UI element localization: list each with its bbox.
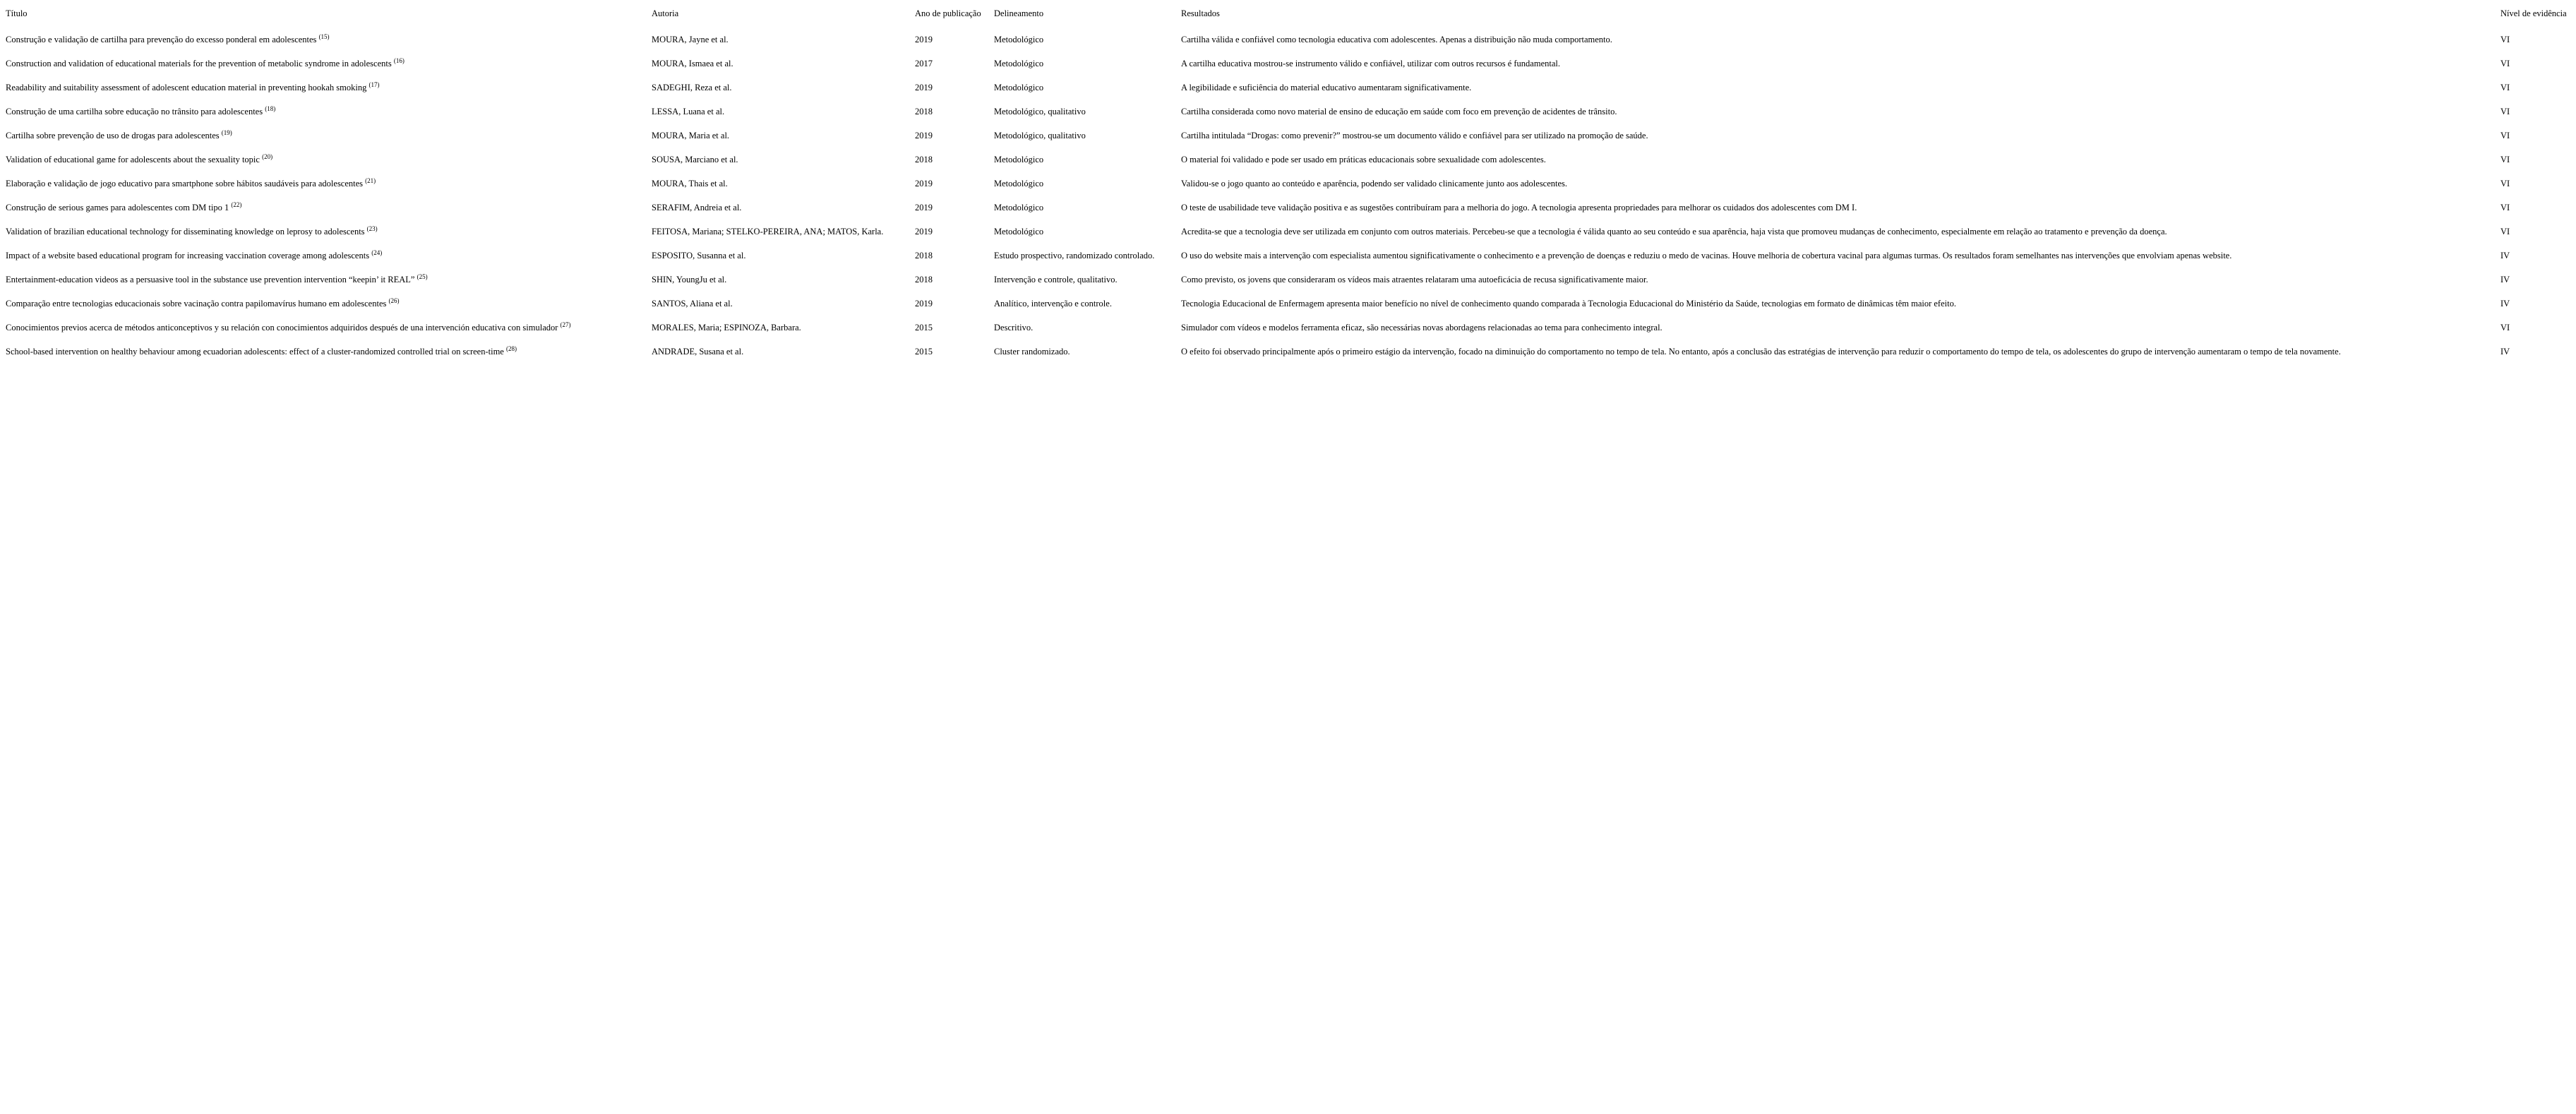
cell-results: O teste de usabilidade teve validação positiva e as sugestões contribuíram para a melhoria do jogo. A tecnologia apresenta propriedades para melhorar os cuidados dos adolescentes com DM I. (1181, 202, 1857, 212)
article-title: Construção de serious games para adolescentes com DM tipo 1 (6, 202, 229, 212)
table-row (6, 76, 2576, 100)
cell-author: SERAFIM, Andreia et al. (652, 202, 742, 212)
cell-author: ANDRADE, Susana et al. (652, 346, 744, 357)
cell-results: Validou-se o jogo quanto ao conteúdo e aparência, podendo ser validado clinicamente junto aos adolescentes. (1181, 178, 1568, 188)
cell-year: 2019 (915, 178, 933, 188)
cell-title (6, 316, 652, 340)
cell-year: 2018 (915, 154, 933, 164)
table-header (6, 6, 2576, 28)
reference-number: (18) (265, 104, 276, 112)
table-row (6, 220, 2576, 244)
cell-results: Tecnologia Educacional de Enfermagem apresenta maior benefício no nível de conhecimento quando comparada à Tecnologia Educacional do Ministério da Saúde, tecnologias em formato de dinâmicas têm maior efeito. (1181, 298, 1956, 309)
reference-number: (17) (369, 80, 380, 88)
article-title: Validation of educational game for adolescents about the sexuality topic (6, 154, 260, 164)
cell-title (6, 28, 652, 52)
cell-author: MOURA, Thais et al. (652, 178, 728, 188)
cell-level: VI (2500, 106, 2510, 116)
cell-results: Como previsto, os jovens que consideraram os vídeos mais atraentes relataram uma autoeficácia de recusa significativamente maior. (1181, 274, 1648, 285)
table-row (6, 340, 2576, 364)
cell-design: Cluster randomizado. (994, 346, 1070, 357)
cell-results: Cartilha válida e confiável como tecnologia educativa com adolescentes. Apenas a distribuição não muda comportamento. (1181, 34, 1612, 44)
header-year: Ano de publicação (915, 8, 981, 18)
reference-number: (22) (231, 200, 242, 208)
cell-level: IV (2500, 298, 2510, 309)
article-title: Validation of brazilian educational technology for disseminating knowledge on leprosy to adolescents (6, 226, 365, 236)
cell-results: Cartilha considerada como novo material de ensino de educação em saúde com foco em prevenção de acidentes de trânsito. (1181, 106, 1617, 116)
cell-level: VI (2500, 82, 2510, 92)
cell-author: MOURA, Maria et al. (652, 130, 730, 140)
cell-design: Metodológico (994, 226, 1044, 236)
cell-title (6, 244, 652, 268)
cell-level: VI (2500, 322, 2510, 333)
cell-design: Estudo prospectivo, randomizado controlado. (994, 250, 1155, 260)
cell-title (6, 52, 652, 76)
cell-year: 2015 (915, 322, 933, 333)
cell-level: VI (2500, 34, 2510, 44)
table-row (6, 268, 2576, 292)
table-row (6, 244, 2576, 268)
cell-title (6, 196, 652, 220)
cell-results: A cartilha educativa mostrou-se instrumento válido e confiável, utilizar com outros recursos é fundamental. (1181, 58, 1560, 68)
table-row (6, 316, 2576, 340)
cell-year: 2019 (915, 298, 933, 309)
cell-year: 2019 (915, 226, 933, 236)
article-title: Readability and suitability assessment of adolescent education material in preventing hookah smoking (6, 82, 367, 92)
article-title: Conocimientos previos acerca de métodos anticonceptivos y su relación con conocimientos adquiridos después de una intervención educativa con simulador (6, 322, 558, 333)
cell-results: Cartilha intitulada “Drogas: como prevenir?” mostrou-se um documento válido e confiável para ser utilizado na promoção de saúde. (1181, 130, 1648, 140)
reference-number: (25) (417, 272, 428, 280)
header-author: Autoria (652, 8, 679, 18)
article-title: Elaboração e validação de jogo educativo para smartphone sobre hábitos saudáveis para adolescentes (6, 178, 364, 188)
cell-design: Intervenção e controle, qualitativo. (994, 274, 1118, 285)
evidence-table (6, 6, 2576, 364)
cell-design: Metodológico (994, 82, 1044, 92)
cell-author: SOUSA, Marciano et al. (652, 154, 738, 164)
cell-level: IV (2500, 346, 2510, 357)
reference-number: (23) (366, 224, 378, 232)
header-title: Título (6, 8, 28, 18)
header-results: Resultados (1181, 8, 1220, 18)
cell-author: SANTOS, Aliana et al. (652, 298, 733, 309)
cell-year: 2019 (915, 130, 933, 140)
cell-design: Descritivo. (994, 322, 1034, 333)
cell-design: Analítico, intervenção e controle. (994, 298, 1112, 309)
cell-title (6, 100, 652, 124)
cell-year: 2015 (915, 346, 933, 357)
cell-title (6, 76, 652, 100)
reference-number: (26) (388, 297, 400, 304)
cell-year: 2018 (915, 250, 933, 260)
article-title: School-based intervention on healthy behaviour among ecuadorian adolescents: effect of a cluster-randomized controlled trial on screen-time (6, 346, 504, 357)
cell-year: 2019 (915, 202, 933, 212)
cell-author: LESSA, Luana et al. (652, 106, 725, 116)
cell-results: O efeito foi observado principalmente após o primeiro estágio da intervenção, focado na diminuição do comportamento no tempo de tela. No entanto, após a conclusão das estratégias de intervenção para reduzir o comportamento do tempo de tela, os adolescentes do grupo de intervenção aumentaram o tempo de tela novamente. (1181, 346, 2341, 357)
cell-author: ESPOSITO, Susanna et al. (652, 250, 746, 260)
cell-results: O uso do website mais a intervenção com especialista aumentou significativamente o conhecimento e a prevenção de doenças e reduziu o medo de vacinas. Houve melhoria de cobertura vacinal para algumas turmas. Os resultados foram semelhantes nas intervenções que envolviam apenas website. (1181, 250, 2232, 260)
cell-year: 2017 (915, 58, 933, 68)
article-title: Cartilha sobre prevenção de uso de drogas para adolescentes (6, 130, 220, 140)
cell-design: Metodológico, qualitativo (994, 130, 1086, 140)
cell-title (6, 268, 652, 292)
cell-results: Acredita-se que a tecnologia deve ser utilizada em conjunto com outros materiais. Percebeu-se que a tecnologia é válida quanto ao seu conteúdo e sua aparência, haja vista que promoveu mudanças de conhecimento, especialmente em relação ao tratamento e prevenção da doença. (1181, 226, 2167, 236)
table-row (6, 196, 2576, 220)
cell-level: VI (2500, 178, 2510, 188)
table-body (6, 28, 2576, 364)
cell-level: VI (2500, 202, 2510, 212)
header-design: Delineamento (994, 8, 1044, 18)
cell-level: VI (2500, 226, 2510, 236)
reference-number: (28) (505, 345, 517, 352)
cell-design: Metodológico (994, 202, 1044, 212)
reference-number: (24) (371, 248, 383, 256)
reference-number: (16) (393, 56, 405, 64)
cell-results: Simulador com vídeos e modelos ferramenta eficaz, são necessárias novas abordagens relacionadas ao tema para conhecimento integral. (1181, 322, 1663, 333)
cell-year: 2018 (915, 106, 933, 116)
cell-title (6, 292, 652, 316)
cell-design: Metodológico, qualitativo (994, 106, 1086, 116)
cell-author: SADEGHI, Reza et al. (652, 82, 732, 92)
cell-design: Metodológico (994, 178, 1044, 188)
header-level: Nível de evidência (2500, 8, 2567, 18)
table-row (6, 292, 2576, 316)
header-row (6, 6, 2576, 28)
cell-author: SHIN, YoungJu et al. (652, 274, 727, 285)
cell-level: VI (2500, 154, 2510, 164)
cell-title (6, 340, 652, 364)
table-row (6, 100, 2576, 124)
reference-number: (19) (221, 128, 232, 136)
cell-level: VI (2500, 130, 2510, 140)
cell-results: O material foi validado e pode ser usado em práticas educacionais sobre sexualidade com adolescentes. (1181, 154, 1546, 164)
cell-author: MOURA, Jayne et al. (652, 34, 729, 44)
document-page (6, 6, 2576, 364)
cell-year: 2019 (915, 34, 933, 44)
cell-author: MORALES, Maria; ESPINOZA, Barbara. (652, 322, 801, 333)
article-title: Comparação entre tecnologias educacionais sobre vacinação contra papilomavírus humano em adolescentes (6, 298, 387, 309)
cell-title (6, 172, 652, 196)
cell-title (6, 124, 652, 148)
table-row (6, 28, 2576, 52)
table-row (6, 52, 2576, 76)
article-title: Entertainment-education videos as a persuasive tool in the substance use prevention intervention “keepin’ it REAL” (6, 274, 415, 285)
reference-number: (27) (560, 321, 571, 328)
cell-level: IV (2500, 250, 2510, 260)
cell-design: Metodológico (994, 34, 1044, 44)
table-row (6, 148, 2576, 172)
reference-number: (20) (262, 152, 273, 160)
cell-level: VI (2500, 58, 2510, 68)
cell-title (6, 220, 652, 244)
cell-year: 2018 (915, 274, 933, 285)
cell-title (6, 148, 652, 172)
cell-results: A legibilidade e suficiência do material educativo aumentaram significativamente. (1181, 82, 1472, 92)
cell-year: 2019 (915, 82, 933, 92)
cell-level: IV (2500, 274, 2510, 285)
cell-design: Metodológico (994, 154, 1044, 164)
article-title: Construção e validação de cartilha para prevenção do excesso ponderal em adolescentes (6, 34, 317, 44)
cell-author: MOURA, Ismaea et al. (652, 58, 733, 68)
article-title: Construção de uma cartilha sobre educação no trânsito para adolescentes (6, 106, 263, 116)
cell-author: FEITOSA, Mariana; STELKO-PEREIRA, ANA; MATOS, Karla. (652, 226, 884, 236)
article-title: Impact of a website based educational program for increasing vaccination coverage among adolescents (6, 250, 370, 260)
reference-number: (15) (318, 32, 330, 40)
cell-design: Metodológico (994, 58, 1044, 68)
table-row (6, 124, 2576, 148)
table-row (6, 172, 2576, 196)
reference-number: (21) (365, 176, 376, 184)
article-title: Construction and validation of educational materials for the prevention of metabolic syndrome in adolescents (6, 58, 392, 68)
